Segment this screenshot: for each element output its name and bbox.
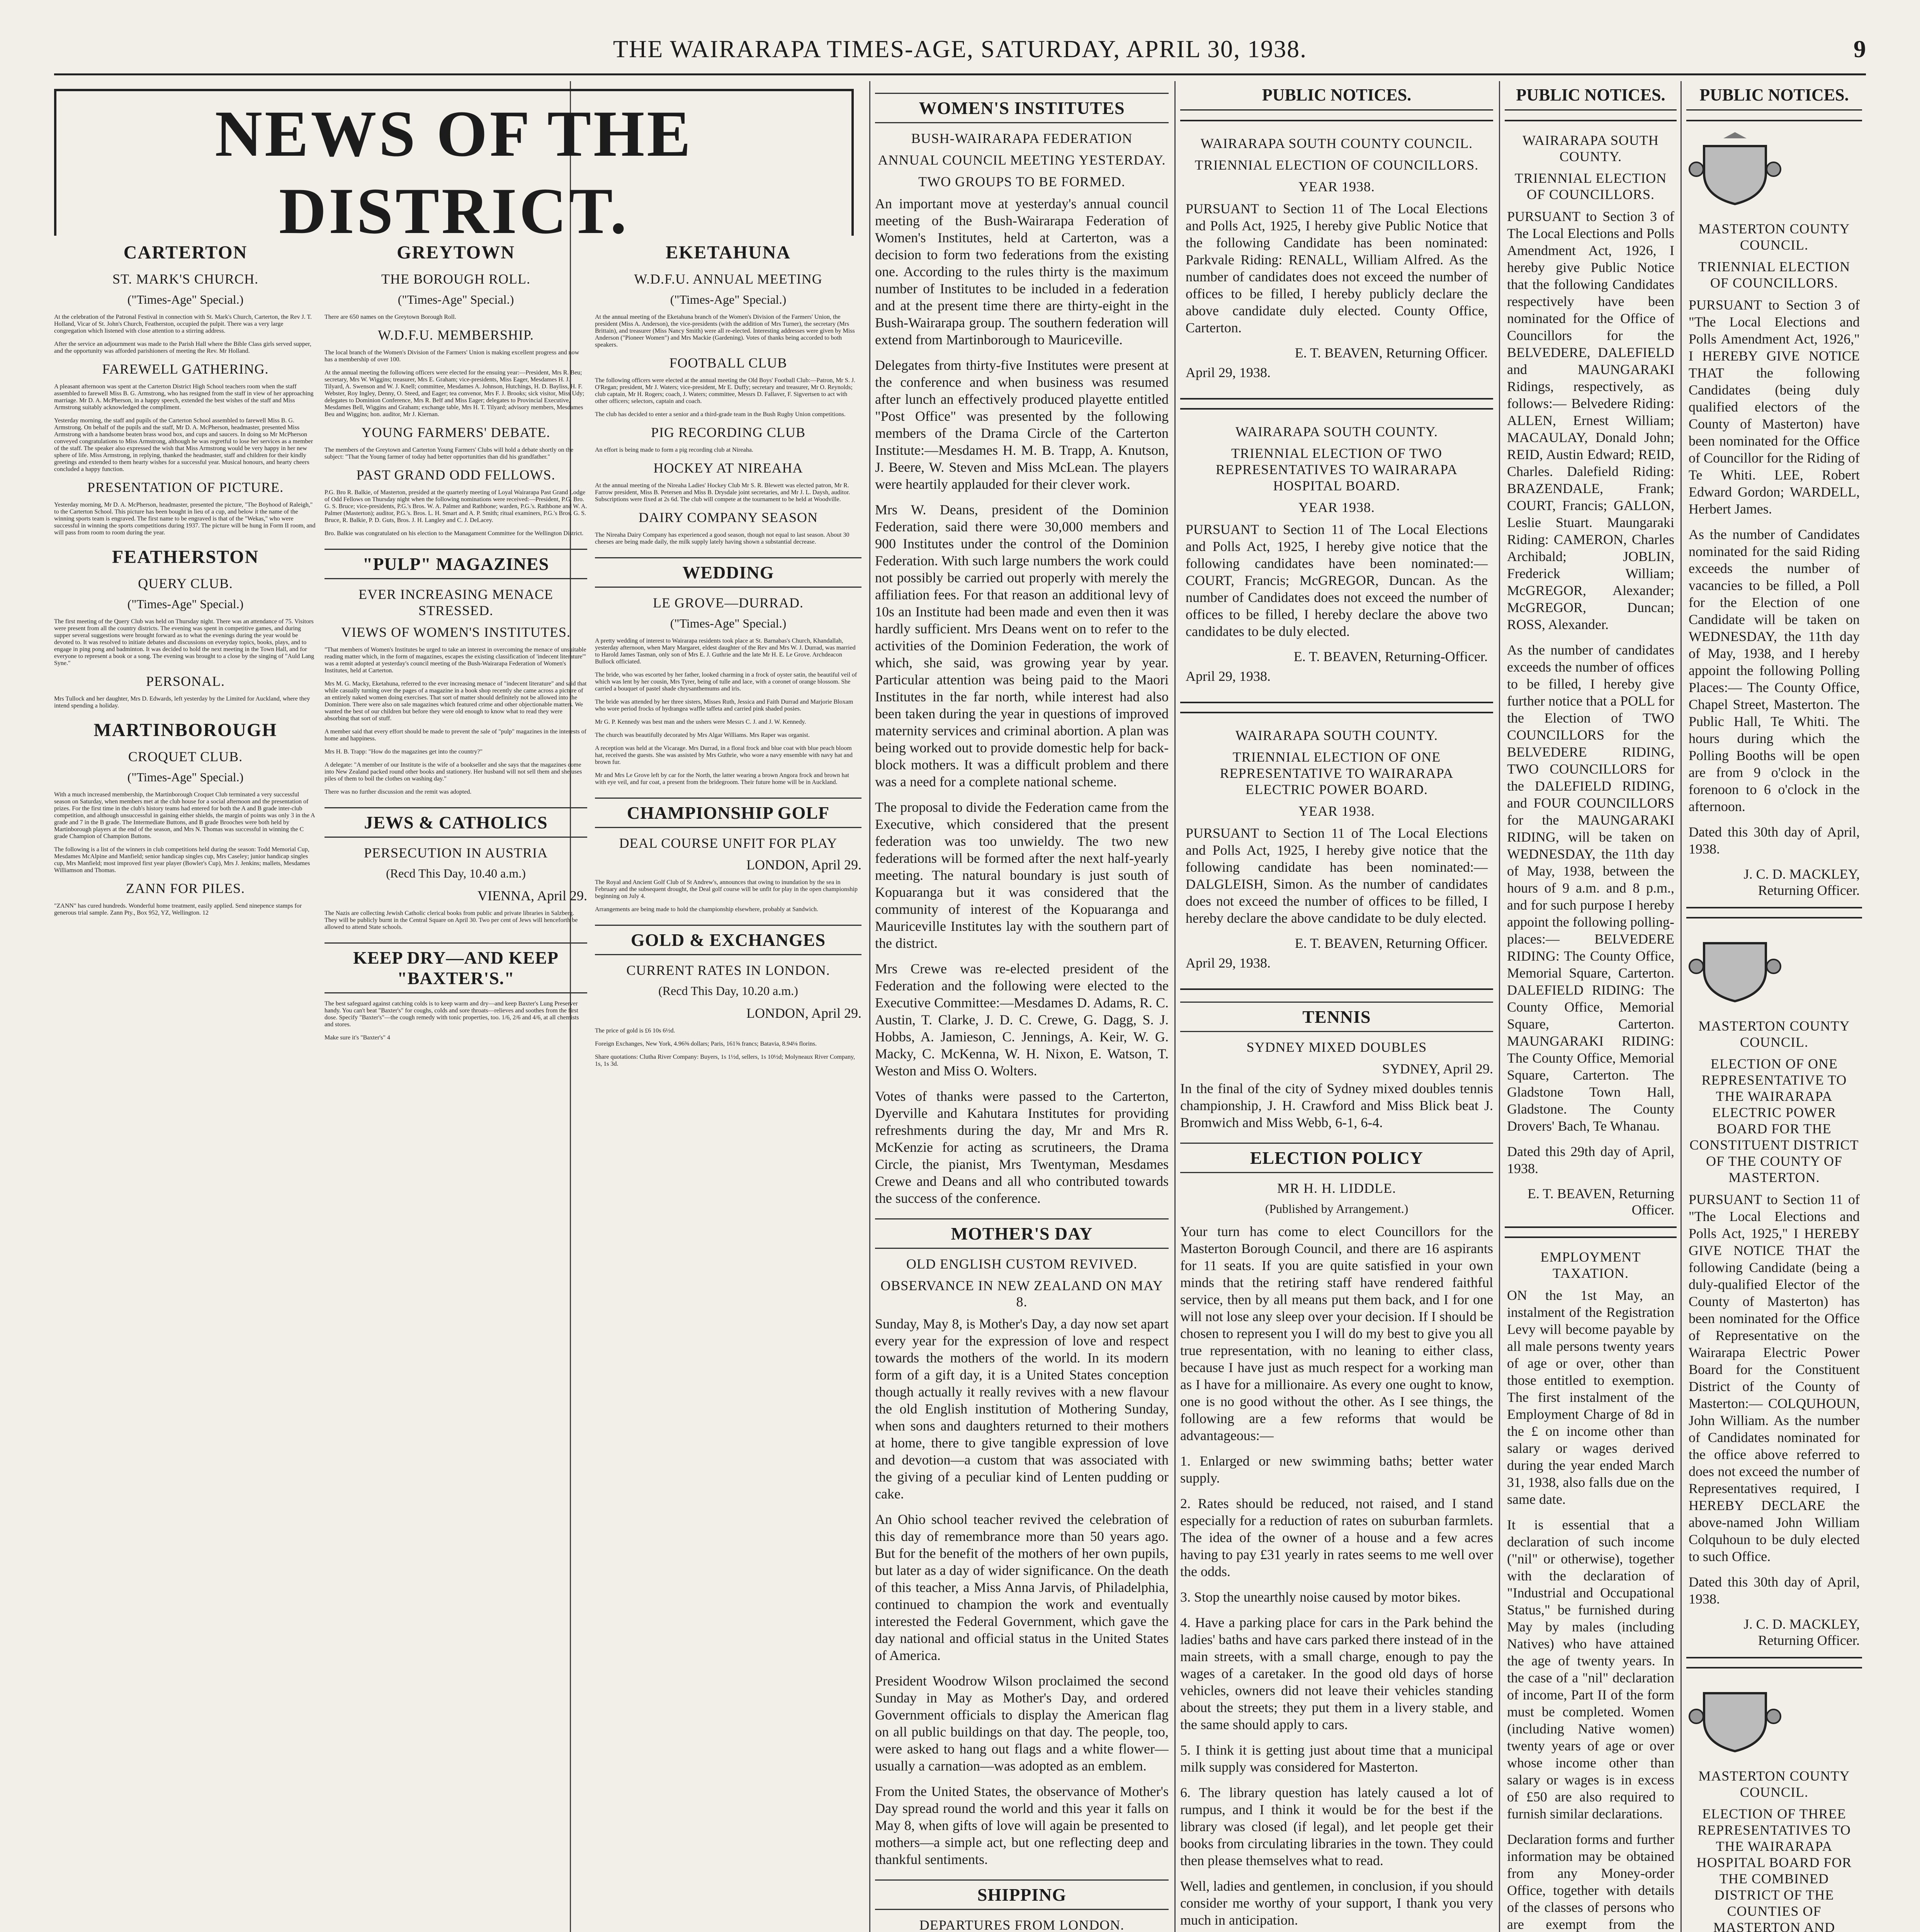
notice-block (1180, 120, 1493, 400)
notice-text: PURSUANT to Section 11 of "The Local Elections and Polls Act, 1925," I HEREBY GIVE NOTICE THAT the following Candidate (being a duly-qualified Elector of the County of Masterton) has been nominated for the Office of Representative on the Wairarapa Electric Power Board for the Constituent District of the County of Masterton:— COLQUHOUN, John William. As the number of Candidates nominated for the office above referred to does not exceed the number of Representatives required, I HEREBY DECLARE the above-named John William Colquhoun to be duly elected to such Office. (1689, 1192, 1860, 1564)
notice-title: EMPLOYMENT TAXATION. (1540, 1249, 1641, 1281)
notice-block (1505, 120, 1677, 1228)
news-of-district-header (54, 81, 861, 236)
column-divider (1499, 81, 1500, 1932)
article-paragraph: The proposal to divide the Federation came from the Executive, which considered that the present federation was too unwieldy. The two new federations will be formed after the next half-yearly meeting. The natural boundary is just south of Kopuaranga but it was considered that the community of interest of the Kopuaranga and Mauriceville Institutes lay with the southern part of the district. (875, 799, 1169, 951)
article-subhead: PERSONAL. (146, 673, 225, 689)
article-paragraph: Votes of thanks were passed to the Carterton, Dyerville and Kahutara Institutes for providing refreshments during the day, Mr and Mrs R. McKenzie for acting as scrutineers, the Drama Circle, the pianist, Mrs Twentyman, Mesdames Crewe and Deans and all who contributed towards the success of the conference. (875, 1088, 1169, 1206)
page-title: NEWS OF THE DISTRICT. (54, 89, 854, 236)
dateline: LONDON, April 29. (746, 857, 861, 872)
article-paragraph: Mrs W. Deans, president of the Dominion Federation, said there were 30,000 members and 900 Institutes under the control of the Dominion Federation. With such large numbers the work could not possibly be carried out properly with merely the affiliation fees. For that reason an additional levy of 10s an Institute had been made and even then it was hardly sufficient. Mrs Deans went on to refer to the activities of the Dominion Federation, the work of which, she said, was growing year by year. Particular attention was being paid to the Maori Institutes in the far north, while interest had also been taken during the year in questions of improved maternity services and criminal abortion. A plan was being worked out to provide domestic help for back-block mothers. It was a difficult problem and there was a need for a complete national scheme. (875, 502, 1169, 789)
article-paragraph: The bride was attended by her three sisters, Misses Ruth, Jessica and Faith Durrad and Marjorie Bloxam who wore period frocks of hydrangea waffle taffeta and carried pink shaded posies. (595, 699, 853, 712)
article-paragraph: The first meeting of the Query Club was held on Thursday night. There was an attendance of 75. Visitors were present from all the country districts. The evening was spent in competitive games, and during supper several suggestions were brought forward as to what the evenings during the year would be devoted to. It was resolved to initiate debates and discussions on everyday topics, books, plays, and to engage in ping pong and badminton. It was decided to hold the next meeting in the Town Hall, and for everyone to represent a book or a song. The evening was brought to a close by the singing of "Auld Lang Syne." (54, 618, 314, 667)
article-paragraph: The Royal and Ancient Golf Club of St Andrew's, announces that owing to inundation by the sea in February and the subsequent drought, the Deal golf course will be unfit for play in the open championship beginning on July 4. (595, 879, 858, 900)
notice-text: As the number of candidates exceeds the number of offices to be filled, I hereby give further notice that a POLL for the Election of TWO COUNCILLORS for the BELVEDERE RIDING, TWO COUNCILLORS for the DALEFIELD RIDING, and FOUR COUNCILLORS for the MAUNGARAKI RIDING, will be taken on WEDNESDAY, the 11th day of May, 1938, between the hours of 9 a.m. and 8 p.m., and for such purpose I hereby appoint the following polling-places:— BELVEDERE RIDING: The County Office, Memorial Square, Carterton. DALEFIELD RIDING: The County Office, Memorial Square, Carterton. MAUNGARAKI RIDING: The County Office, Memorial Square, Carterton. The Gladstone Town Hall, Gladstone. The County Drovers' Bach, Te Whanau. (1507, 642, 1674, 1134)
article-subhead: OBSERVANCE IN NEW ZEALAND ON MAY 8. (880, 1278, 1163, 1310)
advert-text: "ZANN" has cured hundreds. Wonderful home treatment, easily applied. Send ninepence stamps for generous trial sample. Zann Pty., Box 952, YZ, Wellington. 12 (54, 903, 302, 916)
dateline: SYDNEY, April 29. (1382, 1061, 1493, 1077)
article-paragraph: A delegate: "A member of our Institute is the wife of a bookseller and she says that the magazines come into New Zealand packed round other books and stationery. Her husband will not sell them and she uses piles of them to boil the clothes on washing day." (325, 762, 582, 782)
article-paragraph: A member said that every effort should be made to prevent the sale of "pulp" magazines in the interests of home and happiness. (325, 728, 586, 742)
article-credit: (Published by Arrangement.) (1265, 1202, 1409, 1216)
public-notices-heading: PUBLIC NOTICES. (1505, 85, 1677, 111)
column-2 (325, 232, 587, 1932)
article-paragraph: 6. The library question has lately caused a lot of rumpus, and I think it would be for the best if the library was closed (if legal), and let people get their books from circulating libraries in the town. They could then please themselves what to read. (1180, 1785, 1493, 1868)
article-subhead: DEAL COURSE UNFIT FOR PLAY (619, 835, 838, 851)
pulp-heading: "PULP" MAGAZINES (325, 549, 587, 579)
notice-org: WAIRARAPA SOUTH COUNTY. (1235, 424, 1438, 439)
article-paragraph: 4. Have a parking place for cars in the Park behind the ladies' baths and have cars parked there instead of in the main streets, with a small charge, enough to pay the wages of a caretaker. In the good old days of horse vehicles, owners did not leave their vehicles standing about the streets; they put them in a livery stable, and the same should apply to cars. (1180, 1615, 1493, 1732)
notice-date: Dated this 30th day of April, 1938. (1689, 824, 1860, 857)
notice-text: PURSUANT to Section 11 of The Local Elections and Polls Act, 1925, I hereby give notice that the following candidates have been nominated:— COURT, Francis; McGREGOR, Duncan. As the number of Candidates does not exceed the number of offices to be filled, I hereby declare the above two candidates to be duly elected. (1186, 522, 1488, 639)
carterton-heading: CARTERTON (123, 242, 248, 263)
article-credit: ("Times-Age" Special.) (398, 293, 514, 306)
article-subhead: PERSECUTION IN AUSTRIA (364, 845, 548, 861)
article-subhead: TWO GROUPS TO BE FORMED. (918, 174, 1125, 189)
column-3 (595, 232, 861, 1932)
masthead-rule (54, 73, 1866, 75)
article-subhead: FAREWELL GATHERING. (102, 361, 269, 377)
tennis-heading: TENNIS (1180, 1002, 1493, 1032)
article-paragraph: The price of gold is £6 10s 6½d. (595, 1027, 675, 1034)
wedding-heading: WEDDING (595, 557, 861, 588)
notice-title: ELECTION OF ONE REPRESENTATIVE TO THE WAIRARAPA ELECTRIC POWER BOARD FOR THE CONSTITUENT DISTRICT OF THE COUNTY OF MASTERTON. (1689, 1056, 1859, 1185)
jews-heading: JEWS & CATHOLICS (325, 807, 587, 838)
article-subhead: ST. MARK'S CHURCH. (112, 271, 258, 287)
article-subhead: PAST GRAND ODD FELLOWS. (356, 467, 556, 483)
golf-heading: CHAMPIONSHIP GOLF (595, 798, 861, 828)
article-paragraph: Mr G. P. Kennedy was best man and the ushers were Messrs C. J. and J. W. Kennedy. (595, 719, 806, 725)
article-paragraph: Bro. Balkie was congratulated on his election to the Managament Committee for the Wellington District. (325, 530, 584, 537)
article-subhead: LE GROVE—DURRAD. (653, 595, 804, 611)
coat-of-arms-icon (1689, 1678, 1781, 1755)
article-paragraph: With a much increased membership, the Martinborough Croquet Club terminated a very successful season on Saturday, when members met at the club house for a social afternoon and the presentation of prizes. For the first time in the club's history teams had entered for both the A and B grade inter-club competition, and although unsuccessful in gaining either shields, the margin of points was only 3 in the A grade and 7 in the B grade. The Intermediate Buttons, and B grade Brooches were both held by Martinborough players at the end of the season, and Mrs N. Thomas was successful in winning the C grade Champion of Champion Buttons. (54, 791, 315, 840)
wi-heading: WOMEN'S INSTITUTES (875, 93, 1169, 123)
coat-of-arms-icon (1689, 131, 1781, 208)
article-paragraph: Mrs H. B. Trapp: "How do the magazines get into the country?" (325, 748, 483, 755)
notice-block (1505, 1236, 1677, 1932)
article-subhead: FOOTBALL CLUB (669, 355, 787, 371)
notice-signature: E. T. BEAVEN, Returning Officer. (1528, 1186, 1674, 1218)
article-paragraph: A reception was held at the Vicarage. Mrs Durrad, in a floral frock and blue coat with blue peach bloom hat, received the guests. She was assisted by Mrs Guthrie, who wore a navy ensemble with navy hat and brown fur. (595, 745, 853, 765)
article-paragraph: The club has decided to enter a senior and a third-grade team in the Bush Rugby Union competitions. (595, 411, 846, 418)
article-subhead: YOUNG FARMERS' DEBATE. (361, 425, 551, 440)
article-subhead: CROQUET CLUB. (128, 749, 243, 764)
featherston-heading: FEATHERSTON (112, 547, 259, 567)
masthead-title: THE WAIRARAPA TIMES-AGE, SATURDAY, APRIL 30, 1938. (613, 35, 1307, 63)
article-paragraph: An important move at yesterday's annual council meeting of the Bush-Wairarapa Federation of Women's Institutes, held at Carterton, was a decision to form two federations from the existing one. According to the rules thirty is the maximum number of Institutes to be included in a federation and at the present time there are thirty-eight in the Bush-Wairarapa group. The southern federation will extend from Martinborough to Mauriceville. (875, 196, 1169, 347)
article-paragraph: The local branch of the Women's Division of the Farmers' Union is making excellent progress and now has a membership of over 100. (325, 349, 579, 363)
article-paragraph: At the celebration of the Patronal Festival in connection with St. Mark's Church, Carterton, the Rev J. T. Holland, Vicar of St. John's Church, Featherston, occupied the pulpit. There was a very large congregation which listened with close attention to a stirring address. (54, 314, 312, 334)
column-divider (1174, 81, 1176, 1932)
notice-title: TRIENNIAL ELECTION OF COUNCILLORS. (1194, 157, 1479, 173)
notice-org: MASTERTON COUNTY COUNCIL. (1698, 221, 1850, 253)
article-subhead: ANNUAL COUNCIL MEETING YESTERDAY. (878, 152, 1166, 168)
article-subhead: HOCKEY AT NIREAHA (653, 460, 803, 476)
advert-heading: KEEP DRY—AND KEEP "BAXTER'S." (325, 942, 587, 993)
notice-text: PURSUANT to Section 3 of The Local Elections and Polls Amendment Act, 1926, I hereby give Public Notice that the following Candidates respectively have been nominated for the Office of Councillors for the BELVEDERE, DALEFIELD and MAUNGARAKI Ridings, respectively, as follows:— Belvedere Riding: ALLEN, Ernest William; MACAULAY, Donald John; REID, Austin Edward; REID, Charles. Dalefield Riding: BRAZENDALE, Frank; COURT, Francis; GALLON, Leslie Stuart. Maungaraki Riding: CAMERON, Charles Archibald; JOBLIN, Frederick William; McGREGOR, Alexander; McGREGOR, Duncan; ROSS, Alexander. (1507, 209, 1674, 632)
article-paragraph: There are 650 names on the Greytown Borough Roll. (325, 314, 456, 320)
article-paragraph: Share quotations: Clutha River Company: Buyers, 1s 1½d, sellers, 1s 10½d; Molyneaux River Company, 1s, 1s 3d. (595, 1054, 855, 1067)
notice-org: MASTERTON COUNTY COUNCIL. (1698, 1768, 1850, 1800)
article-paragraph: Foreign Exchanges, New York, 4.96⅜ dollars; Paris, 161⅝ francs; Batavia, 8.94⅛ florins. (595, 1041, 817, 1047)
article-paragraph: 2. Rates should be reduced, not raised, and I stand especially for a reduction of rates on suburban farmlets. The idea of the owner of a house and a few acres having to pay £31 yearly in rates seems to me well over the odds. (1180, 1496, 1493, 1579)
article-paragraph: The following officers were elected at the annual meeting the Old Boys' Football Club:—Patron, Mr S. J. O'Regan; president, Mr J. Waters; vice-president, Mr E. Duffy; secretary and treasurer, Mr O. Reynolds; club captain, Mr H. Rogers; coach, J. Waters; committee, Messrs D. Fallaver, F. Sigvertsen to act with other officers; selectors, captain and coach. (595, 377, 856, 405)
eketahuna-heading: EKETAHUNA (666, 242, 791, 263)
article-subhead: W.D.F.U. ANNUAL MEETING (634, 271, 822, 287)
notice-block (1686, 917, 1862, 1658)
election-policy-heading: ELECTION POLICY (1180, 1143, 1493, 1173)
notice-org: WAIRARAPA SOUTH COUNTY. (1235, 728, 1438, 743)
masthead (54, 27, 1866, 70)
column-divider (1680, 81, 1682, 1932)
coat-of-arms-icon (1689, 928, 1781, 1005)
notice-signature: E. T. BEAVEN, Returning Officer. (1295, 935, 1488, 951)
advert-text: The best safeguard against catching colds is to keep warm and dry—and keep Baxter's Lung Preserver handy. You can't beat "Baxter's" for coughs, colds and sore throats—relieves and soothes from the first dose. Specify "Baxter's"—the cough remedy with tonic properties, too. 1/6, 2/6 and 4/6, at all chemists and stores. (325, 1000, 579, 1028)
notice-title: TRIENNIAL ELECTION OF COUNCILLORS. (1698, 259, 1850, 291)
notice-text: PURSUANT to Section 11 of The Local Elections and Polls Act, 1925, I hereby give notice that the following candidate has been nominated:— DALGLEISH, Simon. As the number of candidates does not exceed the number of offices to be filled, I hereby declare the above candidate to be duly elected. (1186, 825, 1488, 926)
notice-year: YEAR 1938. (1298, 500, 1375, 515)
notice-text: It is essential that a declaration of such income ("nil" or otherwise), together with the declaration of "Industrial and Occupational Status," be furnished during May by males (including Natives) who have attained the age of twenty years. In the case of a "nil" declaration of income, Part II of the form must be completed. Women (including Native women) twenty years of age or over whose income other than salary or wages is in excess of £50 are also required to furnish similar declarations. (1507, 1517, 1674, 1821)
article-subhead: MR H. H. LIDDLE. (1277, 1180, 1396, 1196)
advert-heading: ZANN FOR PILES. (126, 881, 245, 896)
article-subhead: W.D.F.U. MEMBERSHIP. (378, 327, 534, 343)
martinborough-heading: MARTINBOROUGH (93, 720, 277, 740)
public-notices-heading: PUBLIC NOTICES. (1686, 85, 1862, 111)
notice-text: Declaration forms and further information may be obtained from any Money-order Office, together with details of the classes of persons who are exempt from the (1507, 1832, 1674, 1932)
notice-date: April 29, 1938. (1186, 668, 1271, 684)
article-paragraph: An effort is being made to form a pig recording club at Nireaha. (595, 447, 753, 453)
shipping-heading: SHIPPING (875, 1879, 1169, 1910)
article-paragraph: The bride, who was escorted by her father, looked charming in a frock of oyster satin, the beautiful veil of which was lent by her cousin, Mrs Tyrer, being of tulle and lace, with a coronet of orange blossom. She carried a bouquet of pastel shade chrysanthemums and iris. (595, 672, 857, 692)
article-paragraph: Delegates from thirty-five Institutes were present at the conference and when business was resumed after lunch an effectively produced playette entitled "Post Office" was presented by the following members of the Drama Circle of the Carterton Institute:—Mesdames H. M. B. Trapp, A. Knutson, J. Beere, W. Steven and Miss McLean. The players were heartily applauded for their clever work. (875, 357, 1169, 492)
notice-title: TRIENNIAL ELECTION OF ONE REPRESENTATIVE TO WAIRARAPA ELECTRIC POWER BOARD. (1220, 749, 1454, 797)
mothers-day-heading: MOTHER'S DAY (875, 1218, 1169, 1249)
article-subhead: BUSH-WAIRARAPA FEDERATION (911, 131, 1133, 146)
notice-date: April 29, 1938. (1186, 955, 1271, 971)
article-paragraph: The members of the Greytown and Carterton Young Farmers' Clubs will hold a debate shortly on the subject: "That the Young farmer of today had better opportunities than did his grandfather." (325, 447, 574, 460)
column-divider (869, 81, 870, 1932)
article-subhead: SYDNEY MIXED DOUBLES (1246, 1039, 1427, 1055)
gold-heading: GOLD & EXCHANGES (595, 925, 861, 955)
article-paragraph: From the United States, the observance of Mother's Day spread round the world and this year it falls on May 8, when gifts of love will again be presented to mothers—a simple act, but one reflecting deep and thankful sentiments. (875, 1784, 1169, 1867)
article-paragraph: Sunday, May 8, is Mother's Day, a day now set apart every year for the expression of love and respect towards the mothers of the world. In its modern form of a gift day, it is a United States conception though actually it really revives with a new flavour the old English institution of Mothering Sunday, when sons and daughters returned to their mothers at home, there to give tangible expression of love and devotion—a custom that was associated with the giving of a peculiar kind of Lenten pudding or cake. (875, 1316, 1169, 1502)
notice-signature: E. T. BEAVEN, Returning Officer. (1295, 345, 1488, 361)
article-paragraph: A pleasant afternoon was spent at the Carterton District High School teachers room when the staff assembled to farewell Miss B. G. Armstrong, who has resigned from the staff in view of her approaching marriage. Mr D. A. McPherson, in a happy speech, extended the best wishes of the staff and Miss Armstrong suitably acknowledged the compliment. (54, 383, 314, 411)
page-number: 9 (1854, 35, 1866, 63)
article-paragraph: A pretty wedding of interest to Wairarapa residents took place at St. Barnabas's Church, Khandallah, yesterday afternoon, when Mary Margaret, eldest daughter of the Rev and Mrs W. J. Durrad, was married to Harold James Tasman, only son of Mrs E. J. Guthrie and the late Mr H. E. Le Grove. Archdeacon Bullock officiated. (595, 638, 856, 665)
notice-text: PURSUANT to Section 11 of The Local Elections and Polls Act, 1925, I hereby give Public Notice that the following Candidate has been nominated: Parkvale Riding: RENALL, William Alfred. As the number of candidates does not exceed the number of offices to be filled, I hereby publicly declare the above candidate duly elected. County Office, Carterton. (1186, 201, 1488, 335)
article-paragraph: Well, ladies and gentlemen, in conclusion, if you should consider me worthy of your support, I thank you very much in anticipation. (1180, 1878, 1493, 1928)
article-credit: ("Times-Age" Special.) (670, 616, 787, 630)
article-paragraph: In the final of the city of Sydney mixed doubles tennis championship, J. H. Crawford and Miss Blick beat J. Bromwich and Miss Webb, 6-1, 6-4. (1180, 1081, 1493, 1130)
article-paragraph: Mrs M. G. Macky, Eketahuna, referred to the ever increasing menace of "indecent literature" and said that while casually turning over the pages of a magazine in a book shop recently she came across a picture of an entirely naked women doing exercises. That sort of matter should definitely not be allowed into the Dominion. There were also on sale magazines which featured crime and other objectionable matters. We wanted the best of our children but before they were old enough to know what to read they were absorbing that sort of stuff. (325, 680, 587, 722)
column-public-notices-1 (1180, 81, 1493, 1932)
article-paragraph: After the service an adjournment was made to the Parish Hall where the Bible Class girls served supper, and the opportunity was afforded parishioners of meeting the Rev. Mr Holland. (54, 341, 311, 354)
column-public-notices-2 (1505, 81, 1677, 1932)
notice-text: As the number of Candidates nominated for the said Riding exceeds the number of vacancies to be filled, a Poll for the Election of one Candidate will be taken on WEDNESDAY, the 11th day of May, 1938, and I hereby appoint the following Polling Places:— The County Office, Chapel Street, Masterton. The Public Hall, Te Whiti. The hours during which the Polling Booths will be open are from 9 o'clock in the forenoon to 6 o'clock in the afternoon. (1689, 527, 1860, 814)
article-credit: ("Times-Age" Special.) (127, 293, 244, 306)
received-time: (Recd This Day, 10.20 a.m.) (658, 984, 798, 998)
notice-block (1686, 120, 1862, 908)
article-paragraph: Yesterday morning, the staff and pupils of the Carterton School assembled to farewell Miss B. G. Armstrong. On behalf of the pupils and the staff, Mr D. A. McPherson, headmaster, presented Miss Armstrong with a handsome beaten brass wood box, and cups and saucers. In doing so Mr McPherson conveyed congratulations to Miss Armstrong, although he was regretful to lose her services as a member of the staff. The speaker also expressed the wish that Miss Armstrong would be very happy in her new sphere of life. Miss Armstrong, in replying, thanked the headmaster, staff and children for their kindly greetings and extended to them hearty wishes for a successful year. Musical honours, and hearty cheers concluded a happy function. (54, 417, 313, 473)
article-subhead: PRESENTATION OF PICTURE. (87, 480, 284, 495)
article-paragraph: At the annual meeting of the Nireaha Ladies' Hockey Club Mr S. R. Blewett was elected patron, Mr R. Farrow president, Miss B. Petersen and Miss B. Drysdale joint secretaries, and Mr J. L. Daysh, auditor. Subscriptions were fixed at 2s 6d. The club will compete at the tournament to be held at Woodville. (595, 482, 850, 503)
article-subhead: EVER INCREASING MENACE STRESSED. (359, 587, 553, 618)
advert-text: Make sure it's "Baxter's" 4 (325, 1034, 390, 1041)
article-paragraph: Mrs Tullock and her daughter, Mrs D. Edwards, left yesterday by the Limited for Auckland, where they intend spending a holiday. (54, 696, 310, 709)
article-paragraph: 1. Enlarged or new swimming baths; better water supply. (1180, 1453, 1493, 1486)
article-paragraph: President Woodrow Wilson proclaimed the second Sunday in May as Mother's Day, and ordered Government officials to display the American flag on all public buildings on that day. The people, too, were asked to hang out flags and a white flower—usually a carnation—was adopted as an emblem. (875, 1673, 1169, 1774)
article-paragraph: The following is a list of the winners in club competitions held during the season: Todd Memorial Cup, Mesdames McAlpine and Manfield; senior handicap singles cup, Mrs Caseley; junior handicap singles cup, Mrs Manfield; most improved first year player (Bowler's Cup), Mrs J. Jenkins; mallets, Mesdames Williamson and Thomas. (54, 846, 310, 874)
article-paragraph: 3. Stop the unearthly noise caused by motor bikes. (1180, 1589, 1461, 1605)
article-subhead: QUERY CLUB. (138, 576, 233, 591)
notice-title: ELECTION OF THREE REPRESENTATIVES TO THE WAIRARAPA HOSPITAL BOARD FOR THE COMBINED DISTRICT OF THE COUNTIES OF MASTERTON AND (1696, 1806, 1852, 1932)
notice-date: Dated this 30th day of April, 1938. (1689, 1574, 1860, 1607)
article-paragraph: Your turn has come to elect Councillors for the Masterton Borough Council, and there are 16 aspirants for 11 seats. If you are quite satisfied in your own minds that the retiring staff have rendered faithful service, then by all means put them back, and I for one will not lose any sleep over your decision. If I should be chosen to represent you I will do my best to give you all true representation, with no leaning to either class, because I have just as much respect for a working man as I have for a millionaire. As every one ought to know, one is no good without the other. As I see things, the following are a few reforms that would be advantageous:— (1180, 1224, 1493, 1443)
article-subhead: DAIRY COMPANY SEASON (638, 510, 818, 525)
article-paragraph: There was no further discussion and the remit was adopted. (325, 789, 472, 795)
column-public-notices-2-3 (1505, 81, 1862, 1932)
article-paragraph: Mr and Mrs Le Grove left by car for the North, the latter wearing a brown Angora frock and brown hat with eye veil, and fur coat, a present from the bridegroom. Their future home will be in Auckland. (595, 772, 849, 786)
article-paragraph: At the annual meeting the following officers were elected for the ensuing year:—President, Mrs R. Beu; secretary, Mrs W. Wiggins; treasurer, Mrs E. Graham; vice-presidents, Miss Eager, Mesdames H. J. Tilyard, A. Swenson and W. J. Knell; committee, Mesdames A. Johnson, Hutchings, H. D. Bayliss, H. F. Webster, Roy Ingley, Denny, O. Steed, and Eager; tea convenor, Mrs F. J. Brooks; sick visitor, Miss Udy; delegates to Dominion Conference, Mrs R. Belf and Miss Eager; delegates to Provincial Executive, Mesdames Bell, Wiggins and Graham; exchange table, Mrs H. T. Tilyard; advisory members, Mesdames Beu and Wiggins; hon. auditor, Mr J. Kiernan. (325, 369, 584, 418)
article-credit: ("Times-Age" Special.) (127, 770, 244, 784)
article-subhead: VIEWS OF WOMEN'S INSTITUTES. (341, 624, 571, 640)
notice-date: Dated this 29th day of April, 1938. (1507, 1144, 1674, 1176)
column-1 (54, 232, 317, 1932)
article-paragraph: "That members of Women's Institutes be urged to take an interest in overcoming the menace of unsuitable reading matter which, in the form of magazines, escapes the existing classification of 'indecent literature'" was a remit adopted at yesterday's council meeting of the Bush-Wairarapa Federation of Women's Institutes, held at Carterton. (325, 646, 586, 674)
notice-block (1180, 408, 1493, 703)
article-paragraph: An Ohio school teacher revived the celebration of this day of remembrance more than 50 years ago. But for the benefit of the mothers of her own pupils, but later as a day of wider significance. On the death of this teacher, a Miss Anna Jarvis, of Philadelphia, continued to champion the work and eventually interested the Federal Government, which gave the day national and official status in the United States of America. (875, 1512, 1169, 1663)
received-time: (Recd This Day, 10.40 a.m.) (386, 866, 526, 880)
article-subhead: OLD ENGLISH CUSTOM REVIVED. (906, 1256, 1138, 1272)
notice-title: TRIENNIAL ELECTION OF COUNCILLORS. (1514, 170, 1667, 202)
article-subhead: THE BOROUGH ROLL. (381, 271, 530, 287)
notice-org: WAIRARAPA SOUTH COUNTY COUNCIL. (1200, 136, 1473, 151)
notice-title: TRIENNIAL ELECTION OF TWO REPRESENTATIVES TO WAIRARAPA HOSPITAL BOARD. (1216, 446, 1458, 493)
greytown-heading: GREYTOWN (397, 242, 515, 263)
article-paragraph: 5. I think it is getting just about time that a municipal milk supply was considered for Masterton. (1180, 1742, 1493, 1775)
notice-year: YEAR 1938. (1298, 179, 1375, 194)
notice-year: YEAR 1938. (1298, 803, 1375, 819)
dateline: LONDON, April 29. (746, 1005, 861, 1021)
notice-signature: E. T. BEAVEN, Returning-Officer. (1293, 649, 1488, 664)
notice-date: April 29, 1938. (1186, 365, 1271, 380)
article-paragraph: Arrangements are being made to hold the championship elsewhere, probably at Sandwich. (595, 906, 819, 913)
notice-block (1686, 1667, 1862, 1932)
article-subhead: DEPARTURES FROM LONDON. (919, 1917, 1125, 1932)
column-womens-institutes (875, 81, 1169, 1932)
article-subhead: CURRENT RATES IN LONDON. (626, 963, 830, 978)
article-credit: ("Times-Age" Special.) (670, 293, 787, 306)
dateline: VIENNA, April 29. (477, 888, 587, 903)
notice-signature: J. C. D. MACKLEY, Returning Officer. (1743, 866, 1860, 898)
notice-org: WAIRARAPA SOUTH COUNTY. (1522, 133, 1659, 164)
article-paragraph: Mrs Crewe was re-elected president of the Federation and the following were elected to the Executive Committee:—Mesdames D. Adams, R. C. Austin, T. Clarke, J. D. C. Crewe, G. Dagg, S. J. Hobbs, A. Jamieson, C. Jennings, A. Keir, W. G. Macky, C. McKenna, W. H. Nixon, E. Watson, T. Weston and Miss O. Wolters. (875, 961, 1169, 1078)
notice-signature: J. C. D. MACKLEY, Returning Officer. (1743, 1616, 1860, 1648)
article-paragraph: Yesterday morning, Mr D. A. McPherson, headmaster, presented the picture, "The Boyhood of Raleigh," to the Carterton School. This picture has been bought in lieu of a cup, and below it the name of the winning sports team is engraved. The first name to be engraved is that of the "Wekas," who were successful in winning the sports competitions during 1937. The picture will be hung in Form II room, and will pass from room to room during the year. (54, 502, 316, 536)
article-credit: ("Times-Age" Special.) (127, 597, 244, 611)
article-paragraph: The Nazis are collecting Jewish Catholic clerical books from public and private libraries in Salzberg. They will be publicly burnt in the Central Square on April 30. Two per cent of Jews will henceforth be allowed to attend State schools. (325, 910, 578, 930)
notice-org: MASTERTON COUNTY COUNCIL. (1698, 1018, 1850, 1050)
article-paragraph: The church was beautifully decorated by Mrs Algar Williams. Mrs Raper was organist. (595, 732, 810, 738)
public-notices-heading: PUBLIC NOTICES. (1180, 85, 1493, 111)
article-paragraph: P.G. Bro R. Balkie, of Masterton, presided at the quarterly meeting of Loyal Wairarapa Past Grand Lodge of Odd Fellows on Thursday night when the following nominations were received:—President, P.G. Bro. G. S. Bruce; vice-presidents, P.G.'s Bros. W. A. Palmer and Rathbone; warden, P.G.'s. Rathbone and W. A. Palmer (Masterton); auditor, P.G.'s. Bros. L. H. Smart and A. P. Smith; ritual examiners, P.G.'s Bros. G. S. Bruce, R. Balkie, P. D. Guts, Bros. J. H. Langley and C. J. DeLacey. (325, 489, 587, 524)
article-paragraph: The Nireaha Dairy Company has experienced a good season, though not equal to last season. About 30 cheeses are being made daily, the milk supply lately having shown a substantial decrease. (595, 532, 850, 545)
article-paragraph: At the annual meeting of the Eketahuna branch of the Women's Division of the Farmers' Union, the president (Miss A. Anderson), the vice-presidents (with the addition of Mrs Turner), the secretary (Mrs Brittain), and treasurer (Miss Nancy Smith) were all re-elected. Interesting addresses were given by Miss Anderson ("Pioneer Women") and Mrs Mackie (Gardening). Votes of thanks being accorded to both speakers. (595, 314, 855, 348)
column-public-notices-3 (1686, 81, 1862, 1932)
notice-text: ON the 1st May, an instalment of the Registration Levy will become payable by all male persons twenty years of age or over, other than those entitled to exemption. The first instalment of the Employment Charge of 8d in the £ on income other than salary or wages derived during the year ended March 31, 1938, also falls due on the same date. (1507, 1287, 1674, 1507)
article-subhead: PIG RECORDING CLUB (651, 425, 806, 440)
notice-block (1180, 712, 1493, 990)
notice-text: PURSUANT to Section 3 of "The Local Elections and Polls Amendment Act, 1926," I HEREBY GIVE NOTICE THAT the following Candidates (being duly qualified electors of the County of Masterton) have been nominated for the Office of Councillor for the Riding of Te Whiti. LEE, Robert Edward Gordon; WARDELL, Herbert James. (1689, 297, 1860, 517)
